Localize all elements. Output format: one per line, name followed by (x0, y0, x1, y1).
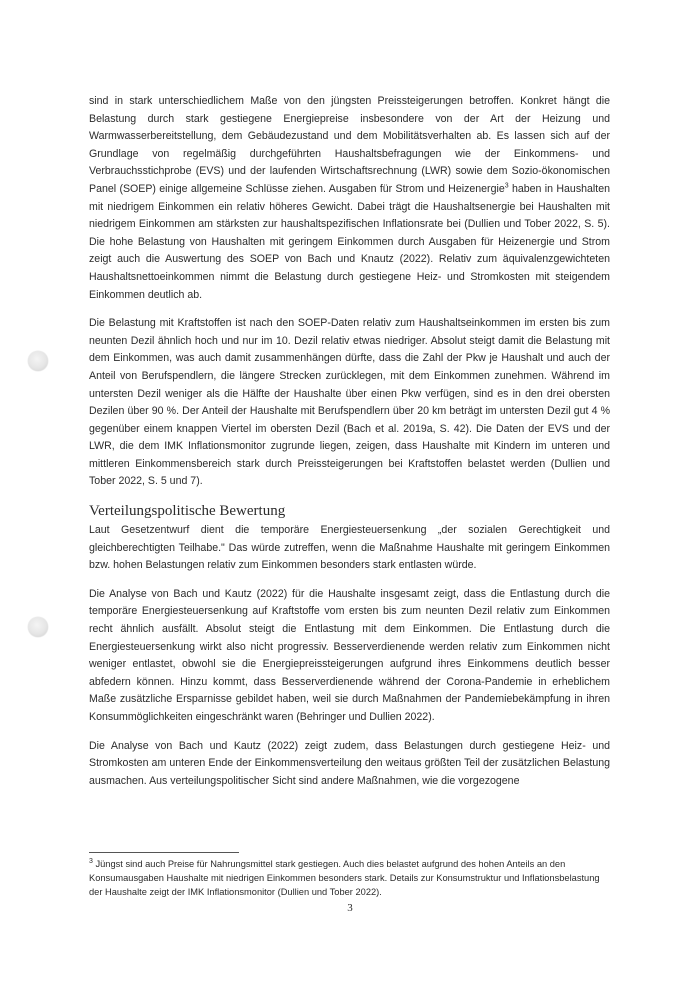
footnote-text: Jüngst sind auch Preise für Nahrungsmittel stark gestiegen. Auch dies belastet aufgrund des hohen Anteils an den Konsumausgaben Haushalte mit niedrigen Einkommen besonders stark. Details zur Konsumstruktur und Inflationsbelastung der Haushalte zeigt der IMK Inflationsmonitor (Dullien und Tober 2022). (89, 859, 600, 897)
footnote-reference: 3 (504, 182, 509, 190)
footnote-marker: 3 (89, 857, 93, 865)
punch-hole-bottom (28, 617, 48, 637)
paragraph-1-part-a: sind in stark unterschiedlichem Maße von den jüngsten Preissteigerungen betroffen. Konkret hängt die Belastung durch stark gestiegene Energiepreise insbesondere von der Art der Heizung und Warmwasserbereitstellung, dem Gebäudezustand und dem Mobilitätsverhalten ab. Es lassen sich auf der Grundlage von regelmäßig durchgeführten Haushaltsbefragungen wie der Einkommens- und Verbrauchsstichprobe (EVS) und der laufenden Wirtschaftsrechnung (LWR) sowie dem Sozio-ökonomischen Panel (SOEP) einige allgemeine Schlüsse ziehen. Ausgaben für Strom und Heizenergie (89, 95, 610, 195)
paragraph-3: Laut Gesetzentwurf dient die temporäre Energiesteuersenkung „der sozialen Gerechtigkeit und gleichberechtigten Teilhabe." Das würde zutreffen, wenn die Maßnahme Haushalte mit geringem Einkommen bzw. hohen Belastungen relativ zum Einkommen besonders stark entlasten würde. (89, 524, 610, 572)
footnote-divider (89, 852, 239, 853)
page-number: 3 (347, 902, 353, 914)
punch-hole-top (28, 351, 48, 371)
paragraph-1-part-b: haben in Haushalten mit niedrigem Einkommen ein relativ höheres Gewicht. Dabei trägt die Haushaltsenergie bei Haushalten mit niedrigem Einkommen am stärksten zur haushaltspezifischen Inflationsrate bei (Dullien und Tober 2022, S. 5). Die hohe Belastung von Haushalten mit geringem Einkommen durch Ausgaben für Heizenergie und Strom zeigt auch die Auswertung des SOEP von Bach und Knautz (2022). Relativ zum äquivalenzgewichteten Haushaltsnettoeinkommen nimmt die Belastung durch gestiegene Heiz- und Stromkosten mit steigendem Einkommen deutlich ab. (89, 182, 610, 301)
body-text (89, 93, 610, 801)
paragraph-1 (89, 93, 610, 304)
paragraph-5: Die Analyse von Bach und Kautz (2022) zeigt zudem, dass Belastungen durch gestiegene Heiz- und Stromkosten am unteren Ende der Einkommensverteilung den weitaus größten Teil der zusätzlichen Belastung ausmachen. Aus verteilungspolitischer Sicht sind andere Maßnahmen, wie die vorgezogene (89, 739, 610, 787)
paragraph-4: Die Analyse von Bach und Kautz (2022) für die Haushalte insgesamt zeigt, dass die Entlastung durch die temporäre Energiesteuersenkung auf Kraftstoffe vom ersten bis zum neunten Dezil relativ zum Einkommen recht ähnlich ausfällt. Absolut steigt die Entlastung mit dem Einkommen. Die Entlastung durch die Energiesteuersenkung wirkt also nicht progressiv. Besserverdienende werden relativ zum Einkommen nicht weniger entlastet, obwohl sie die Energiepreissteigerungen aufgrund ihres Einkommens deutlich besser abfedern können. Hinzu kommt, dass Besserverdienende während der Corona-Pandemie in erheblichem Maße zusätzliche Ersparnisse gebildet haben, weil sie durch Maßnahmen der Pandemiebekämpfung in ihren Konsummöglichkeiten eingeschränkt waren (Behringer und Dullien 2022). (89, 587, 610, 723)
section-heading: Verteilungspolitische Bewertung (89, 503, 286, 520)
paragraph-2: Die Belastung mit Kraftstoffen ist nach den SOEP-Daten relativ zum Haushaltseinkommen im ersten bis zum neunten Dezil ähnlich hoch und nur im 10. Dezil relativ etwas niedriger. Absolut steigt damit die Belastung mit dem Einkommen, was auch damit zusammenhängen dürfte, dass die Zahl der Pkw je Haushalt und auch der Anteil von Berufspendlern, die längere Strecken zurücklegen, mit dem Einkommen zunehmen. Während im untersten Dezil weniger als die Hälfte der Haushalte über einen Pkw verfügen, sind es in den drei obersten Dezilen über 90 %. Der Anteil der Haushalte mit Berufspendlern über 20 km beträgt im untersten Dezil gut 4 % gegenüber einem knappen Viertel im obersten Dezil (Bach et al. 2019a, S. 42). Die Daten der EVS und der LWR, die dem IMK Inflationsmonitor zugrunde liegen, zeigen, dass Haushalte mit Kindern im unteren und mittleren Einkommensbereich stark durch Preissteigerungen bei Kraftstoffen belastet werden (Dullien und Tober 2022, S. 5 und 7). (89, 317, 610, 488)
footnote (89, 857, 610, 899)
